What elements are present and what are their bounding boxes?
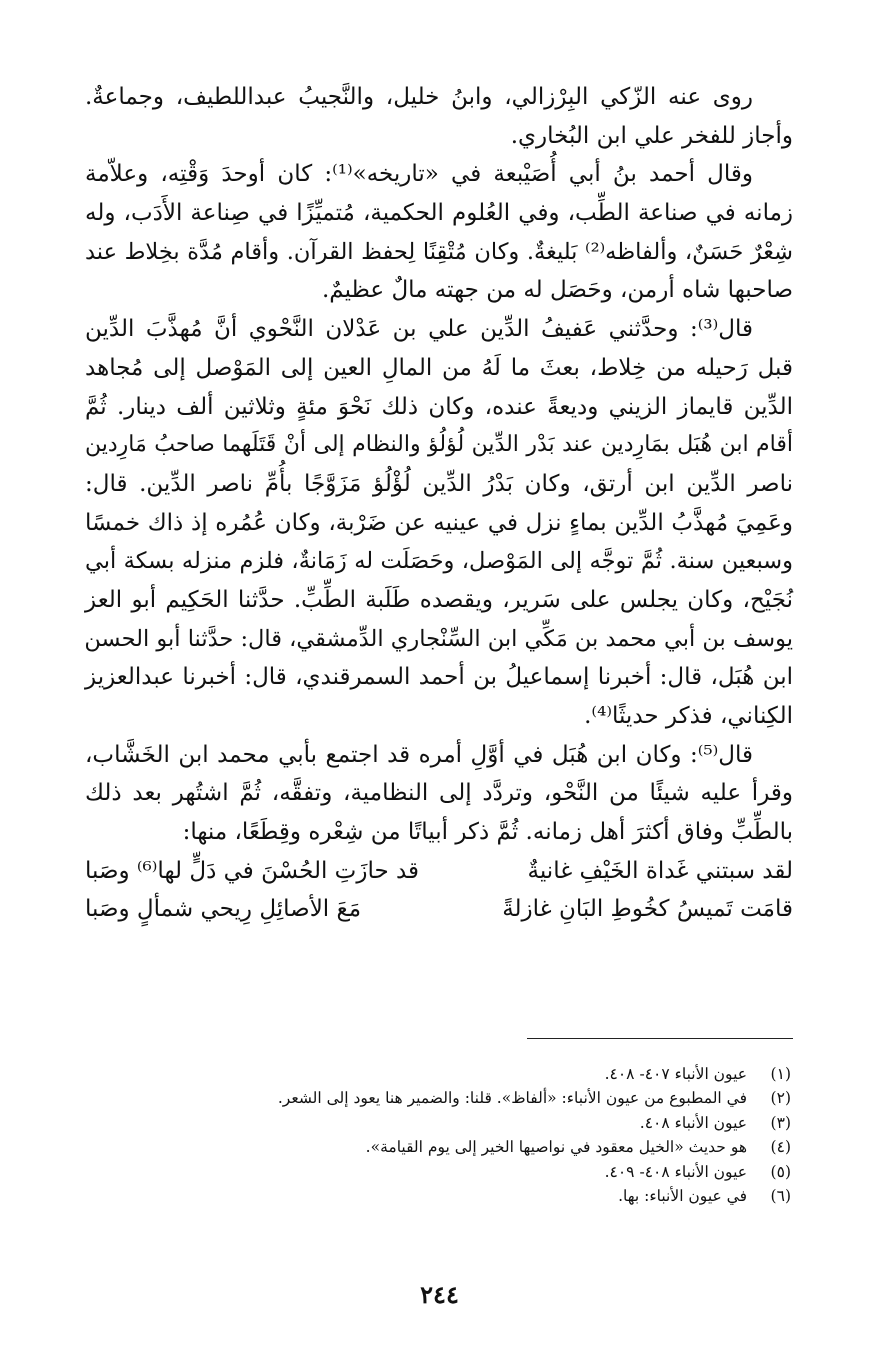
verse-second-hemistich: مَعَ الأصائِلِ رِيحي شمألٍ وصَبا — [85, 896, 362, 923]
footnote — [83, 1135, 791, 1159]
footnote — [83, 1111, 791, 1135]
footnote — [83, 1184, 791, 1208]
verse-line — [85, 852, 793, 891]
text-line: شِعْرٌ حَسَنٌ، وألفاظه⁽²⁾ بَليغةٌ. وكان مُتْقِنًا لِحفظ القرآن. وأقام مُدَّة بخِلاط عند — [85, 238, 793, 265]
text-line: وأجاز للفخر علي ابن البُخاري. — [510, 122, 793, 149]
footnote-divider — [527, 1038, 793, 1039]
footnote-text: هو حديث «الخيل معقود في نواصيها الخير إلى يوم القيامة». — [365, 1138, 747, 1157]
text-line: ناصر الدِّين ابن أرتق، وكان بَدْرُ الدِّين لُؤْلُؤ مَزَوَّجًا بأُمِّ ناصر الدِّين. قال: — [85, 470, 793, 497]
text-line: روى عنه الزّكي البِرْزالي، وابنُ خليل، والنَّجيبُ عبداللطيف، وجماعةٌ. — [85, 84, 753, 110]
text-line: أقام ابن هُبَل بمَارِدين عند بَدْر الدِّين لُؤلُؤ والنظام إلى أنْ قَتَلَهما صاحبُ مَارِدين — [85, 432, 793, 458]
text-line: ابن هُبَل، قال: أخبرنا إسماعيلُ بن أحمد السمرقندي، قال: أخبرنا عبدالعزيز — [85, 664, 793, 691]
footnote-text: في المطبوع من عيون الأنباء: «ألفاظ». قلنا: والضمير هنا يعود إلى الشعر. — [277, 1089, 747, 1108]
text-line: زمانه في صناعة الطِّب، وفي العُلوم الحكمية، مُتميِّزًا في صِناعة الأَدَب، وله — [85, 200, 793, 227]
footnote-number: (١) — [770, 1065, 791, 1083]
text-line: صاحبها شاه أرمن، وحَصَل له من جهته مالٌ عظيمٌ. — [321, 277, 793, 304]
text-line: الكِناني، فذكر حديثًا⁽⁴⁾. — [584, 703, 793, 729]
footnote-number: (٢) — [770, 1089, 791, 1108]
text-line: وعَمِيَ مُهذَّبُ الدِّين بماءٍ نزل في عينيه عن ضَرْبة، وكان عُمُره إذ ذاك خمسًا — [85, 509, 793, 536]
text-line: قبل رَحيله من خِلاط، بعثَ ما لَهُ من المالِ العين إلى المَوْصل إلى مُجاهد — [85, 354, 793, 381]
footnote — [83, 1062, 791, 1086]
text-line: نُجَيْح، وكان يجلس على سَرير، ويقصده طَلَبة الطِّبِّ. حدَّثنا الحَكِيم أبو العز — [85, 586, 793, 613]
text-line: وقرأ عليه شيئًا من النَّحْو، وتردَّد إلى النظامية، وتفقَّه، ثُمَّ اشتُهر بعد ذلك — [85, 780, 793, 807]
text-line: يوسف بن أبي محمد بن مَكِّي ابن السِّنْجاري الدِّمشقي، قال: حدَّثنا أبو الحسن — [84, 625, 793, 652]
footnote-number: (٦) — [770, 1186, 791, 1205]
text-line: قال⁽³⁾: وحدَّثني عَفيفُ الدِّين علي بن عَدْلان النَّحْوي أنَّ مُهذَّبَ الدِّين — [85, 316, 753, 343]
footnote — [83, 1086, 791, 1110]
footnote-text: عيون الأنباء ٤٠٧- ٤٠٨. — [604, 1065, 747, 1083]
footnote-number: (٣) — [770, 1113, 791, 1132]
verse-first-hemistich: لقد سبتني غَداة الخَيْفِ غانيةٌ — [527, 857, 793, 884]
text-line: وقال أحمد بنُ أبي أُصَيْبعة في «تاريخه»⁽¹⁾: كان أوحدَ وَقْتِه، وعلاّمة — [85, 161, 753, 188]
footnotes — [83, 1062, 791, 1208]
footnote-number: (٤) — [770, 1138, 791, 1157]
footnote-text: عيون الأنباء ٤٠٨- ٤٠٩. — [604, 1162, 747, 1181]
text-line: بالطِّبِّ وفاق أكثرَ أهل زمانه. ثُمَّ ذكر أبياتًا من شِعْره وقِطَعًا، منها: — [182, 819, 793, 846]
text-line: وسبعين سنة. ثُمَّ توجَّه إلى المَوْصل، وحَصَلَت له زَمَانةٌ، فلزم منزله بسكة أبي — [85, 548, 793, 575]
text-line: الدِّين قايماز الزيني وديعةً عنده، وكان ذلك نَحْوَ مئةٍ وثلاثين ألف دينار. ثُمَّ — [85, 393, 793, 420]
page-number: ٢٤٤ — [420, 1280, 459, 1309]
footnote — [83, 1160, 791, 1184]
verse-line — [85, 890, 793, 929]
verse-second-hemistich: قد حازَتِ الحُسْنَ في دَلٍّ لها⁽⁶⁾ وصَبا — [85, 857, 420, 884]
footnote-text: في عيون الأنباء: بها. — [618, 1186, 747, 1205]
verse-first-hemistich: قامَت تَميسُ كخُوطِ البَانِ غازلةً — [502, 896, 793, 923]
text-line: قال⁽⁵⁾: وكان ابن هُبَل في أوَّلِ أمره قد اجتمع بأبي محمد ابن الخَشَّاب، — [85, 741, 753, 768]
footnote-number: (٥) — [770, 1162, 791, 1181]
main-text — [85, 78, 793, 929]
footnote-text: عيون الأنباء ٤٠٨. — [639, 1113, 747, 1132]
